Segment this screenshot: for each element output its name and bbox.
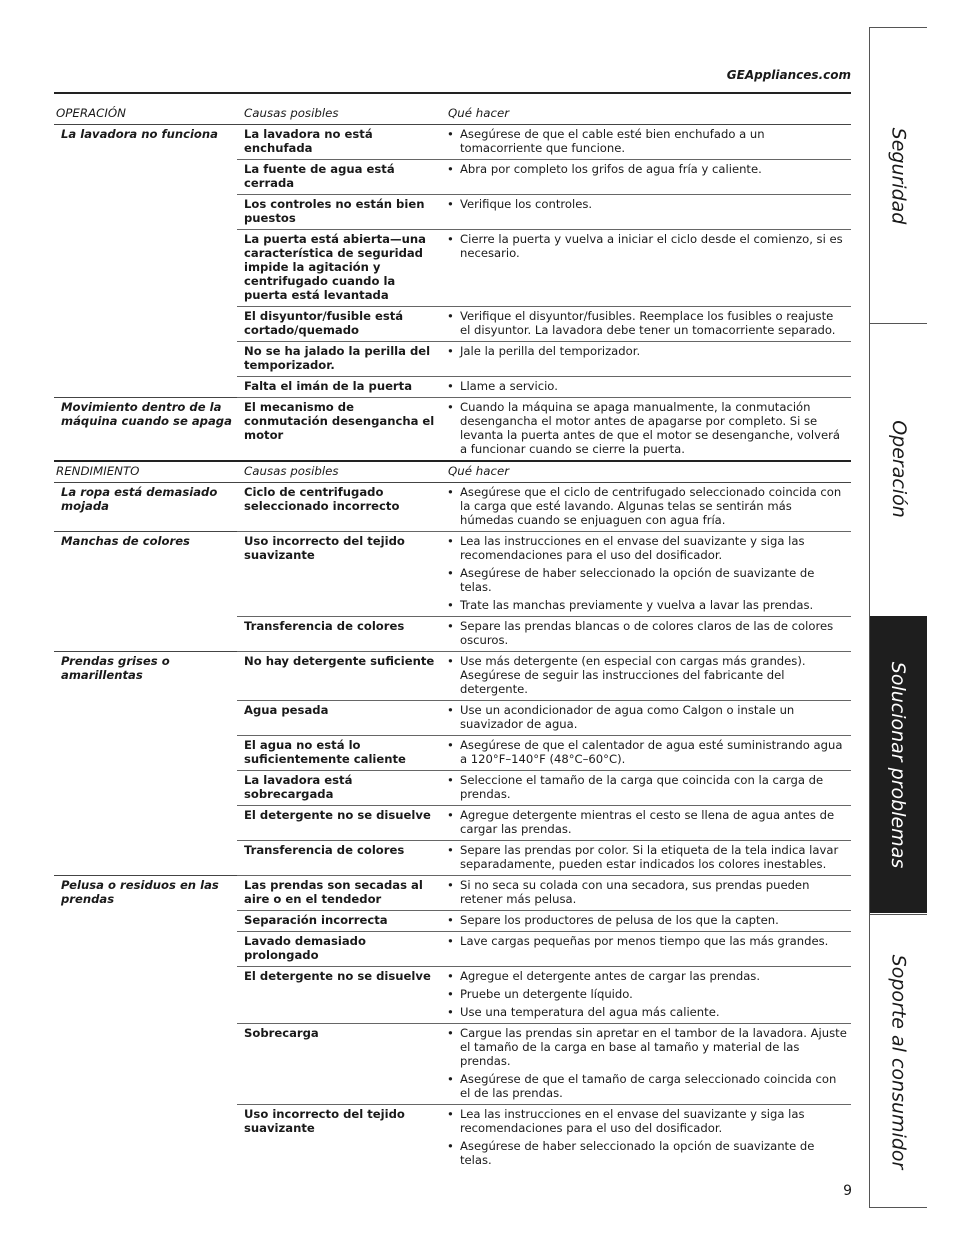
fix-cell: [443, 701, 851, 736]
bullet-item: [447, 808, 847, 836]
bullet-item: [447, 969, 847, 983]
column-header: Qué hacer: [443, 461, 851, 483]
problem-cell: Prendas grises o amarillentas: [54, 652, 237, 876]
cause-cell: Falta el imán de la puerta: [237, 377, 443, 398]
bullet-text: Verifique el disyuntor/fusibles. Reemplace los fusibles o reajuste el disyuntor. La lavadora debe tener un tomacorriente separado.: [460, 309, 836, 337]
bullet-item: [447, 1005, 847, 1019]
fix-cell: [443, 377, 851, 398]
cause-cell: No hay detergente suficiente: [237, 652, 443, 701]
cause-cell: Transferencia de colores: [237, 617, 443, 652]
cause-cell: La lavadora no está enchufada: [237, 125, 443, 160]
bullet-text: Seleccione el tamaño de la carga que coincida con la carga de prendas.: [460, 773, 824, 801]
bullet-dot: •: [447, 566, 454, 580]
cause-cell: La fuente de agua está cerrada: [237, 160, 443, 195]
bullet-item: [447, 703, 847, 731]
bullet-text: Cargue las prendas sin apretar en el tambor de la lavadora. Ajuste el tamaño de la carga en base al tamaño y material de las prendas.: [460, 1026, 847, 1068]
problem-cell: Manchas de colores: [54, 532, 237, 652]
page-number: 9: [843, 1183, 852, 1199]
bullet-dot: •: [447, 878, 454, 892]
bullet-text: Use un acondicionador de agua como Calgon o instale un suavizador de agua.: [460, 703, 795, 731]
bullet-item: [447, 197, 847, 211]
bullet-dot: •: [447, 703, 454, 717]
bullet-text: Trate las manchas previamente y vuelva a lavar las prendas.: [460, 598, 814, 612]
bullet-dot: •: [447, 738, 454, 752]
bullet-dot: •: [447, 344, 454, 358]
bullet-dot: •: [447, 773, 454, 787]
bullet-text: Separe los productores de pelusa de los que la capten.: [460, 913, 779, 927]
section-header-row: [54, 104, 851, 125]
bullet-item: [447, 843, 847, 871]
tab-label: Seguridad: [887, 127, 910, 224]
bullet-item: [447, 400, 847, 456]
bullet-text: Cuando la máquina se apaga manualmente, la conmutación desengancha el motor antes de apagarse por completo. Si se levanta la puerta antes de que el motor se desenganche, volverá a funcionar cuando se cierre la puerta.: [460, 400, 840, 456]
fix-cell: [443, 967, 851, 1024]
bullet-item: [447, 127, 847, 155]
bullet-text: Llame a servicio.: [460, 379, 558, 393]
bullet-item: [447, 232, 847, 260]
fix-cell: [443, 398, 851, 462]
fix-cell: [443, 230, 851, 307]
bullet-dot: •: [447, 1005, 454, 1019]
bullet-dot: •: [447, 379, 454, 393]
bullet-dot: •: [447, 162, 454, 176]
bullet-dot: •: [447, 1072, 454, 1086]
bullet-text: Agregue detergente mientras el cesto se llena de agua antes de cargar las prendas.: [460, 808, 835, 836]
troubleshooting-table: [54, 104, 851, 1171]
table-row: [54, 876, 851, 911]
fix-cell: [443, 876, 851, 911]
bullet-text: Jale la perilla del temporizador.: [460, 344, 641, 358]
bullet-item: [447, 1072, 847, 1100]
bullet-text: Asegúrese que el ciclo de centrifugado seleccionado coincida con la carga que esté lavando. Algunas telas se sentirán más húmedas cuando se enjuaguen con agua fría.: [460, 485, 842, 527]
fix-cell: [443, 841, 851, 876]
bullet-text: Agregue el detergente antes de cargar las prendas.: [460, 969, 761, 983]
fix-cell: [443, 195, 851, 230]
bullet-item: [447, 379, 847, 393]
fix-cell: [443, 125, 851, 160]
problem-cell: La lavadora no funciona: [61, 127, 218, 141]
fix-cell: [443, 532, 851, 617]
bullet-item: [447, 619, 847, 647]
table-row: [54, 125, 851, 160]
cause-cell: El mecanismo de conmutación desengancha el motor: [237, 398, 443, 462]
cause-cell: El agua no está lo suficientemente caliente: [237, 736, 443, 771]
bullet-text: Cierre la puerta y vuelva a iniciar el ciclo desde el comienzo, si es necesario.: [460, 232, 843, 260]
fix-cell: [443, 806, 851, 841]
bullet-dot: •: [447, 619, 454, 633]
cause-cell: Ciclo de centrifugado seleccionado incorrecto: [237, 483, 443, 532]
bullet-dot: •: [447, 400, 454, 414]
tab-seguridad[interactable]: [870, 28, 927, 324]
table-row: [54, 483, 851, 532]
bullet-item: [447, 309, 847, 337]
bullet-item: [447, 934, 847, 948]
bullet-dot: •: [447, 913, 454, 927]
problem-cell: Pelusa o residuos en las prendas: [54, 876, 237, 1172]
bullet-item: [447, 773, 847, 801]
bullet-text: Use más detergente (en especial con cargas más grandes). Asegúrese de seguir las instrucciones del fabricante del detergente.: [460, 654, 806, 696]
bullet-dot: •: [447, 987, 454, 1001]
tab-label: Operación: [887, 420, 910, 518]
column-header: Causas posibles: [237, 104, 443, 125]
bullet-dot: •: [447, 1139, 454, 1153]
bullet-item: [447, 738, 847, 766]
bullet-text: Abra por completo los grifos de agua fría y caliente.: [460, 162, 762, 176]
fix-cell: [443, 911, 851, 932]
bullet-dot: •: [447, 1026, 454, 1040]
bullet-item: [447, 987, 847, 1001]
bullet-item: [447, 654, 847, 696]
bullet-item: [447, 344, 847, 358]
cause-cell: La lavadora está sobrecargada: [237, 771, 443, 806]
cause-cell: El disyuntor/fusible está cortado/quemado: [237, 307, 443, 342]
table-row: [54, 652, 851, 701]
tab-operacion[interactable]: [870, 324, 927, 614]
bullet-item: [447, 598, 847, 612]
table-row: [54, 398, 851, 462]
problem-cell: Movimiento dentro de la máquina cuando se apaga: [54, 398, 237, 462]
cause-cell: Uso incorrecto del tejido suavizante: [237, 532, 443, 617]
cause-cell: No se ha jalado la perilla del temporizador.: [237, 342, 443, 377]
fix-cell: [443, 1024, 851, 1105]
bullet-item: [447, 566, 847, 594]
bullet-dot: •: [447, 654, 454, 668]
bullet-text: Asegúrese de que el calentador de agua esté suministrando agua a 120°F–140°F (48°C–60°C).: [460, 738, 843, 766]
bullet-dot: •: [447, 197, 454, 211]
section-tabs: [869, 27, 927, 1208]
cause-cell: Las prendas son secadas al aire o en el tendedor: [237, 876, 443, 911]
bullet-text: Si no seca su colada con una secadora, sus prendas pueden retener más pelusa.: [460, 878, 810, 906]
fix-cell: [443, 160, 851, 195]
bullet-text: Separe las prendas blancas o de colores claros de las de colores oscuros.: [460, 619, 834, 647]
bullet-item: [447, 485, 847, 527]
column-header: Causas posibles: [237, 461, 443, 483]
cause-cell: Transferencia de colores: [237, 841, 443, 876]
bullet-dot: •: [447, 808, 454, 822]
fix-cell: [443, 617, 851, 652]
bullet-dot: •: [447, 598, 454, 612]
bullet-dot: •: [447, 232, 454, 246]
cause-cell: Lavado demasiado prolongado: [237, 932, 443, 967]
tab-label: Soporte al consumidor: [887, 954, 910, 1169]
top-rule: [54, 92, 851, 94]
problem-cell: La ropa está demasiado mojada: [61, 485, 218, 513]
bullet-item: [447, 878, 847, 906]
bullet-dot: •: [447, 127, 454, 141]
bullet-dot: •: [447, 485, 454, 499]
bullet-item: [447, 1026, 847, 1068]
bullet-text: Asegúrese de que el tamaño de carga seleccionado coincida con el de las prendas.: [460, 1072, 837, 1100]
section-header-row: [54, 461, 851, 483]
cause-cell: Sobrecarga: [237, 1024, 443, 1105]
tab-solucionar-problemas[interactable]: [870, 616, 927, 913]
column-header: Qué hacer: [443, 104, 851, 125]
bullet-text: Asegúrese de haber seleccionado la opción de suavizante de telas.: [460, 566, 815, 594]
bullet-dot: •: [447, 843, 454, 857]
bullet-item: [447, 1139, 847, 1167]
bullet-item: [447, 162, 847, 176]
bullet-text: Verifique los controles.: [460, 197, 593, 211]
bullet-item: [447, 913, 847, 927]
column-header: OPERACIÓN: [54, 104, 237, 125]
column-header: RENDIMIENTO: [54, 461, 237, 483]
bullet-text: Pruebe un detergente líquido.: [460, 987, 633, 1001]
fix-cell: [443, 932, 851, 967]
bullet-dot: •: [447, 934, 454, 948]
cause-cell: El detergente no se disuelve: [237, 967, 443, 1024]
site-url: GEAppliances.com: [726, 68, 851, 82]
tab-soporte-al-consumidor[interactable]: [870, 914, 927, 1208]
bullet-text: Lea las instrucciones en el envase del suavizante y siga las recomendaciones para el uso del dosificador.: [460, 534, 805, 562]
bullet-text: Lave cargas pequeñas por menos tiempo que las más grandes.: [460, 934, 829, 948]
cause-cell: Agua pesada: [237, 701, 443, 736]
cause-cell: El detergente no se disuelve: [237, 806, 443, 841]
bullet-text: Asegúrese de que el cable esté bien enchufado a un tomacorriente que funcione.: [460, 127, 765, 155]
fix-cell: [443, 652, 851, 701]
bullet-dot: •: [447, 309, 454, 323]
bullet-dot: •: [447, 534, 454, 548]
cause-cell: Separación incorrecta: [237, 911, 443, 932]
bullet-text: Use una temperatura del agua más caliente.: [460, 1005, 720, 1019]
bullet-text: Separe las prendas por color. Si la etiqueta de la tela indica lavar separadamente, pueden estar indicados los colores inestables.: [460, 843, 839, 871]
bullet-dot: •: [447, 1107, 454, 1121]
fix-cell: [443, 1105, 851, 1172]
fix-cell: [443, 483, 851, 532]
fix-cell: [443, 771, 851, 806]
cause-cell: La puerta está abierta—una característica de seguridad impide la agitación y centrifugado cuando la puerta está levantada: [237, 230, 443, 307]
fix-cell: [443, 307, 851, 342]
cause-cell: Los controles no están bien puestos: [237, 195, 443, 230]
table-row: [54, 532, 851, 617]
cause-cell: Uso incorrecto del tejido suavizante: [237, 1105, 443, 1172]
fix-cell: [443, 736, 851, 771]
bullet-text: Asegúrese de haber seleccionado la opción de suavizante de telas.: [460, 1139, 815, 1167]
bullet-item: [447, 1107, 847, 1135]
bullet-dot: •: [447, 969, 454, 983]
bullet-item: [447, 534, 847, 562]
bullet-text: Lea las instrucciones en el envase del suavizante y siga las recomendaciones para el uso del dosificador.: [460, 1107, 805, 1135]
tab-label: Solucionar problemas: [887, 661, 910, 868]
fix-cell: [443, 342, 851, 377]
